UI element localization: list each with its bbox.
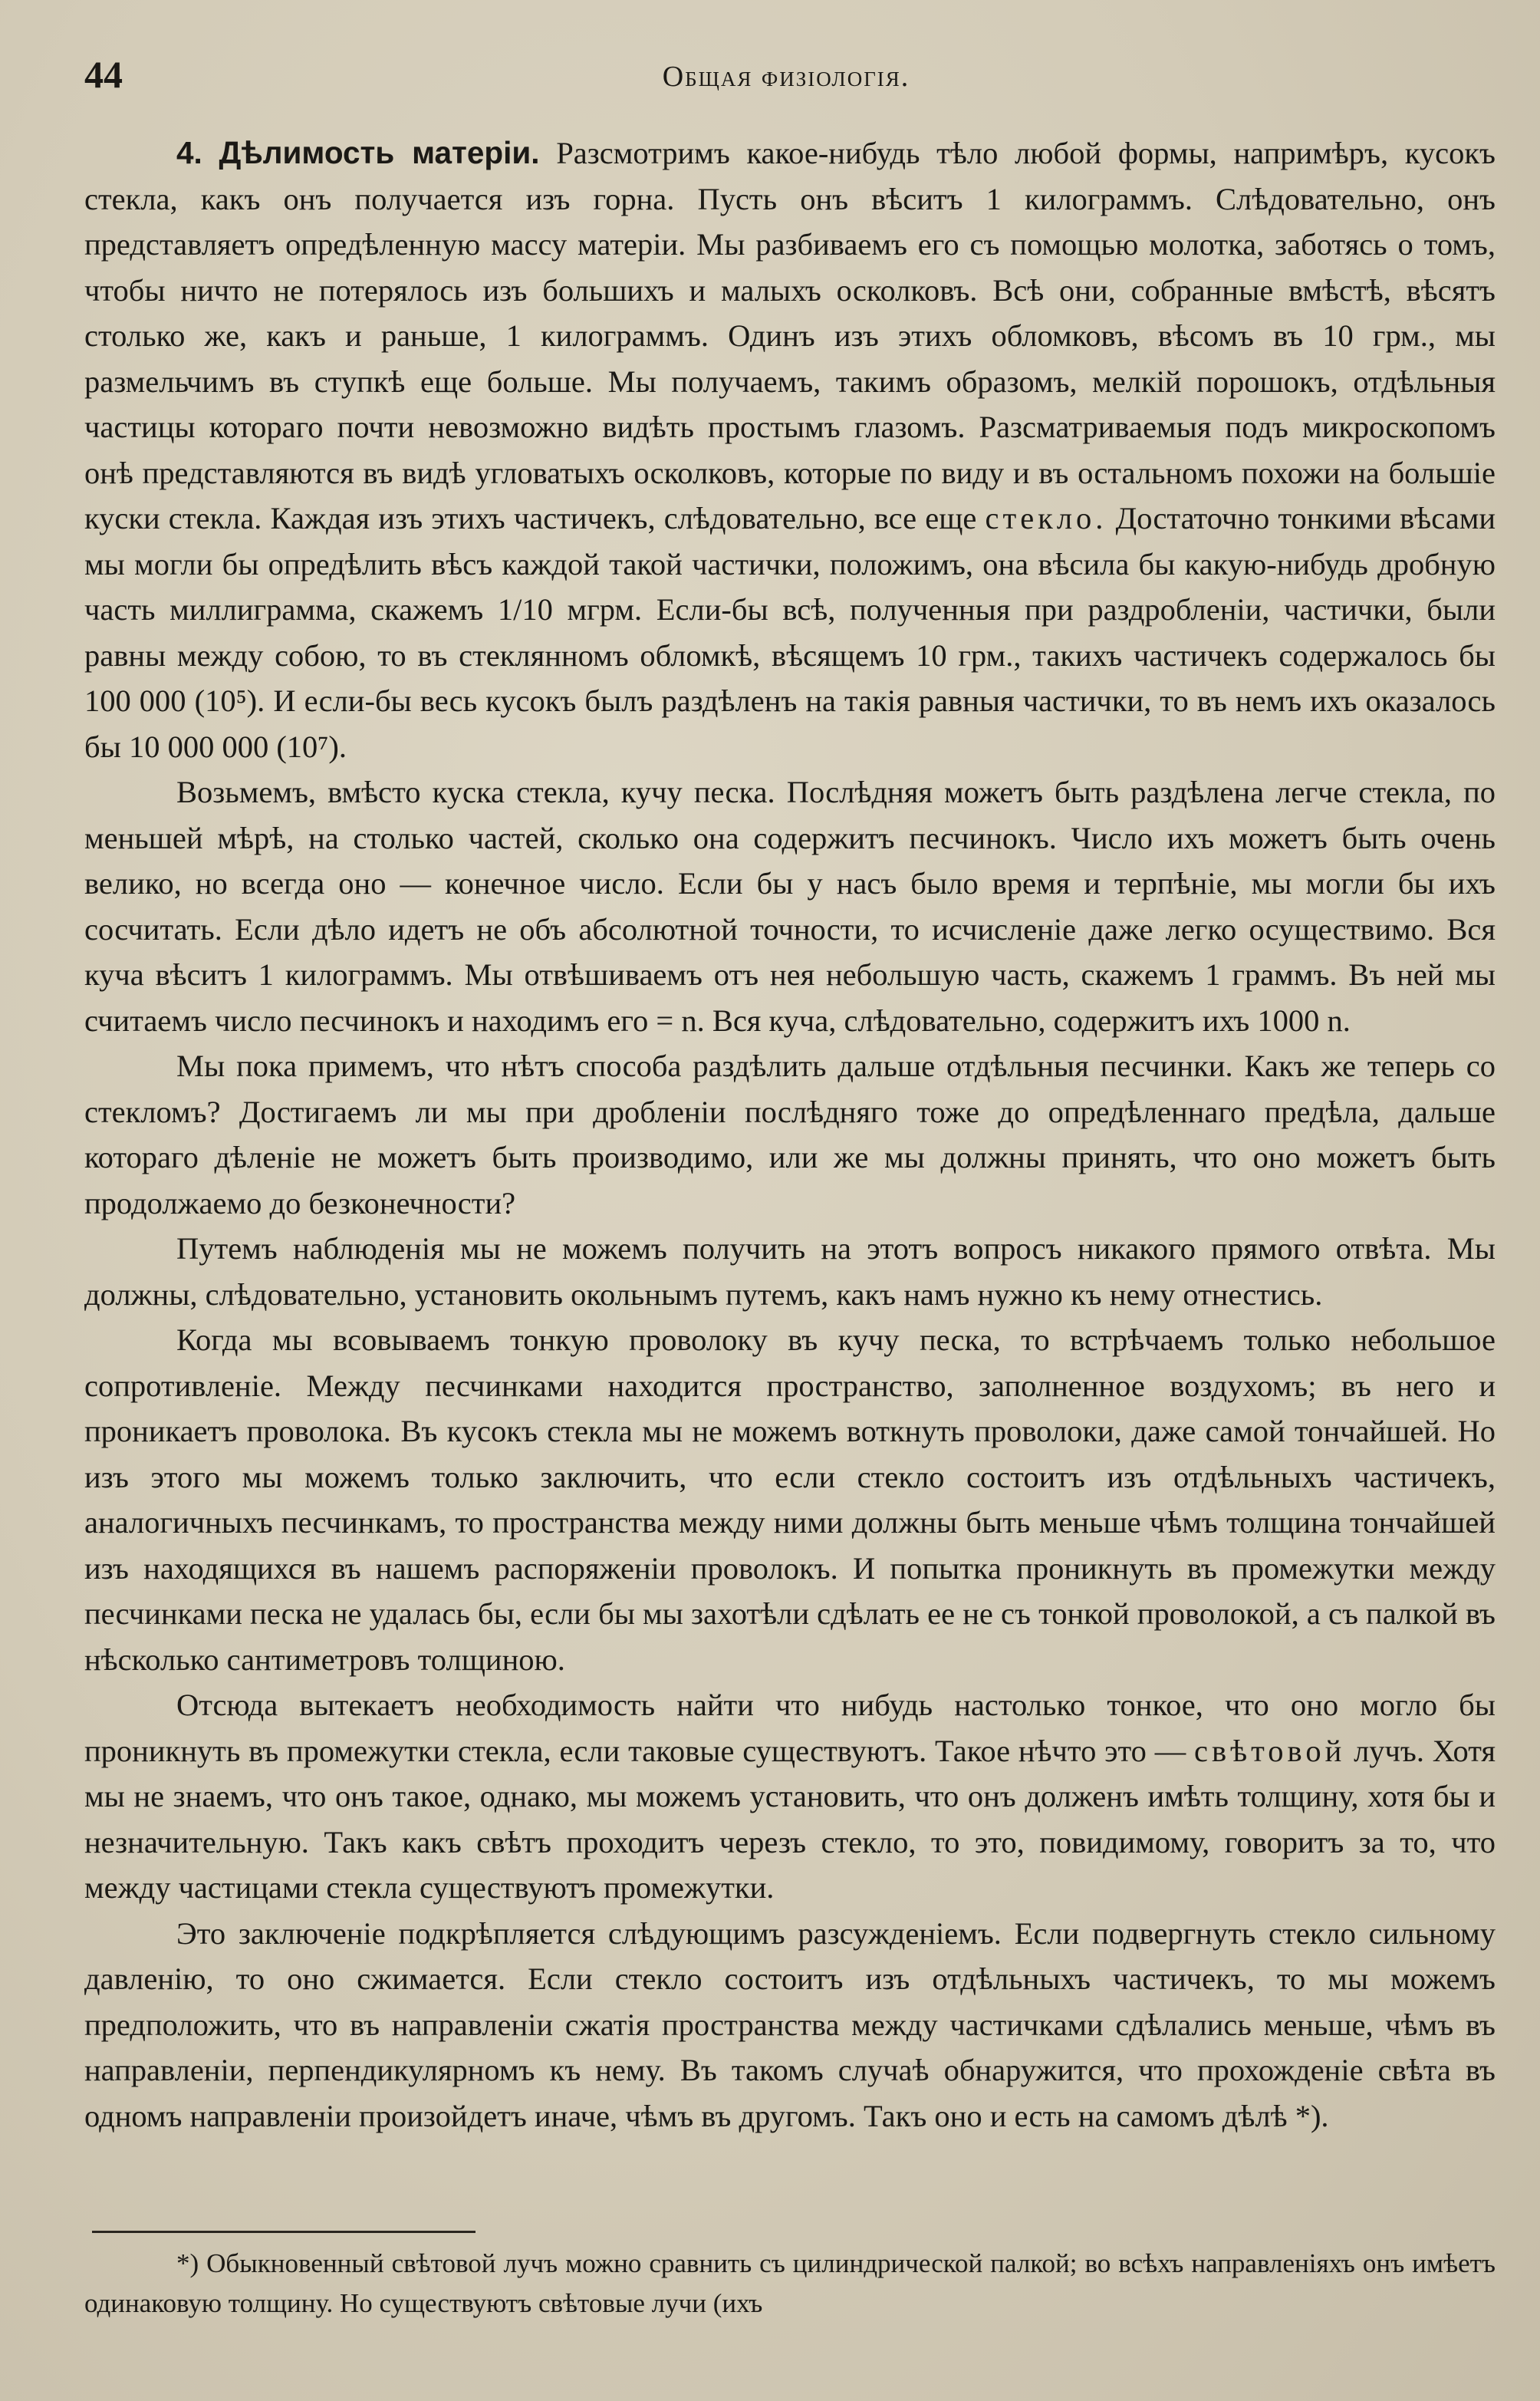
paragraph-text: Отсюда вытекаетъ необходимость найти что нибудь настолько тонкое, что оно могло бы проникнуть въ промежутки стекла, если таковые существуютъ. Такое нѣчто это — — [84, 1688, 1496, 1768]
section-body — [84, 130, 1496, 2139]
paragraph-4: Путемъ наблюденiя мы не можемъ получить на этотъ вопросъ никакого прямого отвѣта. Мы должны, слѣдовательно, установить окольнымъ путемъ, какъ намъ нужно къ нему отнестись. — [84, 1231, 1496, 1312]
running-title: Общая физiологiя. — [662, 61, 910, 93]
paragraph-1 — [84, 130, 1496, 769]
footnote-divider — [92, 2231, 475, 2233]
paragraph-text: лучъ. Хотя мы не знаемъ, что онъ такое, однако, мы можемъ установить, что онъ долженъ имѣть толщину, хотя бы и незначительную. Такъ какъ свѣтъ проходитъ черезъ стекло, то это, повидимому, говоритъ за то, что между частицами стекла существуютъ промежутки. — [84, 1733, 1496, 1905]
section-number: 4. — [176, 135, 202, 170]
footnotes — [84, 2244, 1496, 2324]
paragraph-5: Когда мы всовываемъ тонкую проволоку въ кучу песка, то встрѣчаемъ только небольшое сопротивленiе. Между песчинками находится пространство, заполненное воздухомъ; въ него и проникаетъ проволока. Въ кусокъ стекла мы не можемъ воткнуть проволоки, даже самой тончайшей. Но изъ этого мы можемъ только заключить, что если стекло состоитъ изъ отдѣльныхъ частичекъ, аналогичныхъ песчинкамъ, то пространства между ними должны быть меньше чѣмъ толщина тончайшей изъ находящихся въ нашемъ распоряженiи проволокъ. И попытка проникнуть въ промежутки между песчинками песка не удалась бы, если бы мы захотѣли сдѣлать ее не съ тонкой проволокой, а съ палкой въ нѣсколько сантиметровъ толщиною. — [84, 1322, 1496, 1677]
page-number: 44 — [84, 53, 123, 96]
paragraph-6 — [84, 1682, 1496, 1911]
emphasized-word: стекло. — [985, 501, 1107, 535]
paragraph-text: Достаточно тонкими вѣсами мы могли бы опредѣлить вѣсъ каждой такой частички, положимъ, она вѣсила бы какую-нибудь дробную часть миллиграмма, скажемъ 1/10 мгрм. Если-бы всѣ, полученныя при раздробленiи, частички, были равны между собою, то въ стеклянномъ обломкѣ, вѣсящемъ 10 грм., такихъ частичекъ содержалось бы 100 000 (10⁵). И если-бы весь кусокъ былъ раздѣленъ на такiя равныя частички, то въ немъ ихъ оказалось бы 10 000 000 (10⁷). — [84, 501, 1496, 764]
section-title: Дѣлимость матерiи. — [219, 135, 540, 170]
emphasized-word: свѣтовой — [1194, 1733, 1346, 1768]
page-header — [84, 46, 1488, 107]
paragraph-3: Мы пока примемъ, что нѣтъ способа раздѣлить дальше отдѣльныя песчинки. Какъ же теперь со стекломъ? Достигаемъ ли мы при дробленiи послѣдняго тоже до опредѣленнаго предѣла, дальше котораго дѣленiе не можетъ быть производимо, или же мы должны принять, что оно можетъ быть продолжаемо до безконечности? — [84, 1049, 1496, 1220]
paragraph-7: Это заключенiе подкрѣпляется слѣдующимъ разсужденiемъ. Если подвергнуть стекло сильному давленiю, то оно сжимается. Если стекло состоитъ изъ отдѣльныхъ частичекъ, то мы можемъ предположить, что въ направленiи сжатiя пространства между частичками сдѣлались меньше, чѣмъ въ направленiи, перпендикулярномъ къ нему. Въ такомъ случаѣ обнаружится, что прохожденiе свѣта въ одномъ направленiи произойдетъ иначе, чѣмъ въ другомъ. Такъ оно и есть на самомъ дѣлѣ *). — [84, 1915, 1496, 2133]
footnote-text: *) Обыкновенный свѣтовой лучъ можно сравнить съ цилиндрической палкой; во всѣхъ направленiяхъ онъ имѣетъ одинаковую толщину. Но существуютъ свѣтовые лучи (ихъ — [84, 2248, 1496, 2318]
paragraph-2: Возьмемъ, вмѣсто куска стекла, кучу песка. Послѣдняя можетъ быть раздѣлена легче стекла, по меньшей мѣрѣ, на столько частей, сколько она содержитъ песчинокъ. Число ихъ можетъ быть очень велико, но всегда оно — конечное число. Если бы у насъ было время и терпѣнiе, мы могли бы ихъ сосчитать. Если дѣло идетъ не объ абсолютной точности, то исчисленiе даже легко осуществимо. Вся куча вѣситъ 1 килограммъ. Мы отвѣшиваемъ отъ нея небольшую часть, скажемъ 1 граммъ. Въ ней мы считаемъ число песчинокъ и находимъ его = n. Вся куча, слѣдовательно, содержитъ ихъ 1000 n. — [84, 775, 1496, 1038]
paragraph-text: Разсмотримъ какое-нибудь тѣло любой формы, напримѣръ, кусокъ стекла, какъ онъ получается изъ горна. Пусть онъ вѣситъ 1 килограммъ. Слѣдовательно, онъ представляетъ опредѣленную массу матерiи. Мы разбиваемъ его съ помощью молотка, заботясь о томъ, чтобы ничто не потерялось изъ большихъ и малыхъ осколковъ. Всѣ они, собранные вмѣстѣ, вѣсятъ столько же, какъ и раньше, 1 килограммъ. Одинъ изъ этихъ обломковъ, вѣсомъ въ 10 грм., мы размельчимъ въ ступкѣ еще больше. Мы получаемъ, такимъ образомъ, мелкiй порошокъ, отдѣльныя частицы котораго почти невозможно видѣть простымъ глазомъ. Разсматриваемыя подъ микроскопомъ онѣ представляются въ видѣ угловатыхъ осколковъ, которые по виду и въ остальномъ похожи на большiе куски стекла. Каждая изъ этихъ частичекъ, слѣдовательно, все еще — [84, 136, 1496, 535]
